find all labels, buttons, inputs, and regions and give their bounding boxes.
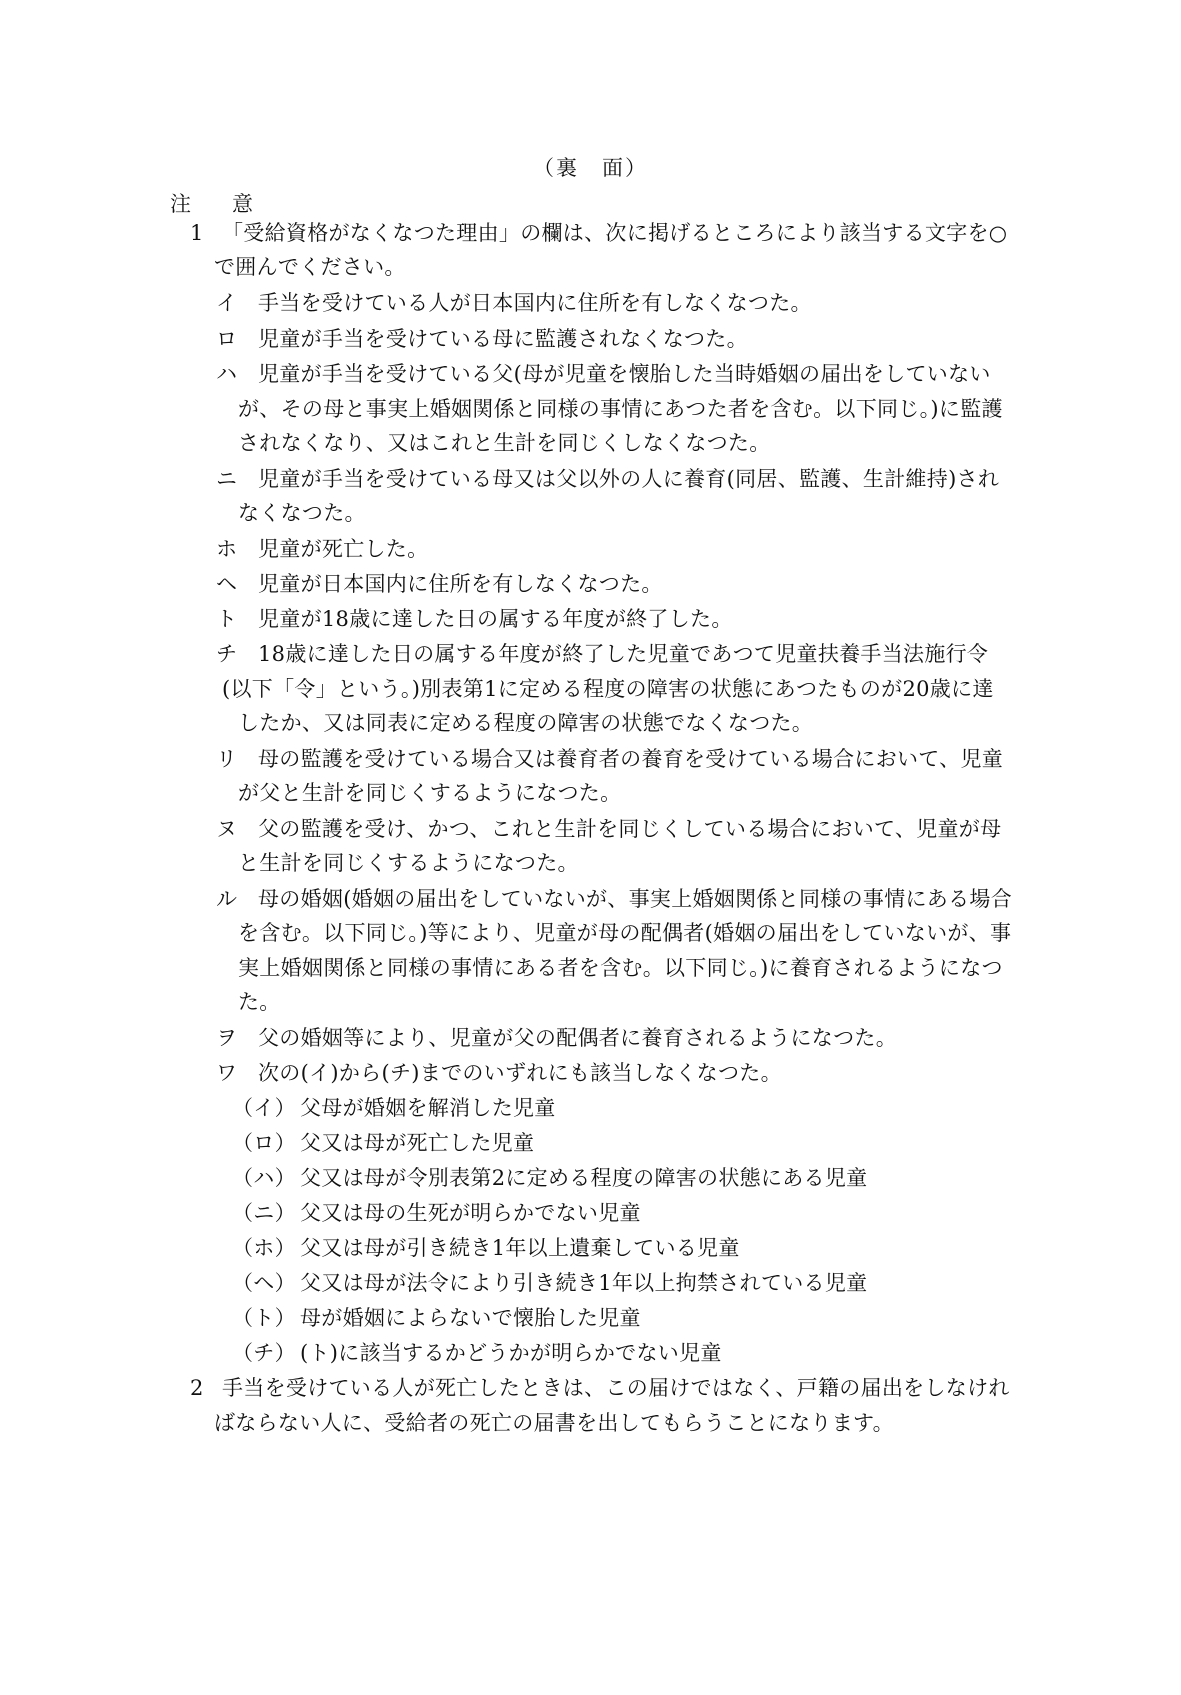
sub-item-ru: ル 母の婚姻(婚姻の届出をしていないが、事実上婚姻関係と同様の事情にある場合 — [216, 882, 1012, 916]
sub-mark: ホ — [216, 537, 238, 561]
sub-mark: イ — [216, 291, 238, 315]
subsub-mark: （ハ） — [232, 1166, 296, 1190]
item-1-line-1: 1 「受給資格がなくなつた理由」の欄は、次に掲げるところにより該当する文字を○ — [190, 216, 1007, 250]
sub-mark: ニ — [216, 467, 238, 491]
sub-item-chi: チ 18歳に達した日の属する年度が終了した児童であつて児童扶養手当法施行令 — [216, 637, 988, 671]
subsub-item-chi: （チ） (ト)に該当するかどうかが明らかでない児童 — [232, 1336, 722, 1370]
sub-item-ni: ニ 児童が手当を受けている母又は父以外の人に養育(同居、監護、生計維持)され — [216, 462, 999, 496]
sub-item-wa: ワ 次の(イ)から(チ)までのいずれにも該当しなくなつた。 — [216, 1056, 782, 1090]
subsub-item-ro: （ロ） 父又は母が死亡した児童 — [232, 1126, 534, 1160]
subsub-item-ho: （ホ） 父又は母が引き続き1年以上遺棄している児童 — [232, 1231, 740, 1265]
sub-mark: ヘ — [216, 572, 238, 596]
item-number: 2 — [190, 1376, 204, 1400]
section-heading: 注 意 — [170, 192, 263, 216]
sub-item-chi-line-3: したか、又は同表に定める程度の障害の状態でなくなつた。 — [238, 711, 814, 735]
sub-item-nu-line-2: と生計を同じくするようになつた。 — [238, 851, 579, 875]
sub-mark: ロ — [216, 327, 238, 351]
sub-mark: ト — [216, 607, 238, 631]
subsub-mark: （イ） — [232, 1096, 296, 1120]
subsub-mark: （ト） — [232, 1306, 296, 1330]
sub-mark: ヌ — [216, 817, 238, 841]
sub-item-he: ヘ 児童が日本国内に住所を有しなくなつた。 — [216, 567, 663, 601]
sub-item-ha: ハ 児童が手当を受けている父(母が児童を懐胎した当時婚姻の届出をしていない — [216, 357, 991, 391]
subsub-item-i: （イ） 父母が婚姻を解消した児童 — [232, 1091, 556, 1125]
page-title: （裏 面） — [533, 156, 648, 180]
sub-mark: ル — [216, 887, 238, 911]
sub-mark: ワ — [216, 1061, 238, 1085]
sub-item-ru-line-4: た。 — [238, 990, 281, 1014]
item-1-line-2: で囲んでください。 — [214, 255, 406, 279]
item-2-line-1: 2 手当を受けている人が死亡したときは、この届けではなく、戸籍の届出をしなけれ — [190, 1371, 1010, 1405]
sub-item-ri-line-2: が父と生計を同じくするようになつた。 — [238, 781, 622, 805]
sub-item-i: イ 手当を受けている人が日本国内に住所を有しなくなつた。 — [216, 286, 812, 320]
sub-mark: ハ — [216, 362, 238, 386]
subsub-item-ha: （ハ） 父又は母が令別表第2に定める程度の障害の状態にある児童 — [232, 1161, 867, 1195]
item-number: 1 — [190, 221, 204, 245]
subsub-item-to: （ト） 母が婚姻によらないで懐胎した児童 — [232, 1301, 641, 1335]
subsub-item-he: （ヘ） 父又は母が法令により引き続き1年以上拘禁されている児童 — [232, 1266, 867, 1300]
subsub-mark: （ニ） — [232, 1201, 296, 1225]
subsub-item-ni: （ニ） 父又は母の生死が明らかでない児童 — [232, 1196, 641, 1230]
sub-item-ru-line-2: を含む。以下同じ。)等により、児童が母の配偶者(婚姻の届出をしていないが、事 — [238, 921, 1012, 945]
sub-item-ni-line-2: なくなつた。 — [238, 501, 366, 525]
sub-item-to: ト 児童が18歳に達した日の属する年度が終了した。 — [216, 602, 733, 636]
sub-item-ha-line-2: が、その母と事実上婚姻関係と同様の事情にあつた者を含む。以下同じ。)に監護 — [238, 397, 1003, 421]
sub-item-chi-line-2: (以下「令」という。)別表第1に定める程度の障害の状態にあつたものが20歳に達 — [222, 677, 994, 701]
sub-item-nu: ヌ 父の監護を受け、かつ、これと生計を同じくしている場合において、児童が母 — [216, 812, 1001, 846]
sub-item-ri: リ 母の監護を受けている場合又は養育者の養育を受けている場合において、児童 — [216, 742, 1003, 776]
sub-item-ru-line-3: 実上婚姻関係と同様の事情にある者を含む。以下同じ。)に養育されるようになつ — [238, 956, 1003, 980]
sub-mark: チ — [216, 642, 238, 666]
item-2-line-2: ばならない人に、受給者の死亡の届書を出してもらうことになります。 — [214, 1411, 894, 1435]
sub-mark: ヲ — [216, 1026, 238, 1050]
subsub-mark: （チ） — [232, 1341, 296, 1365]
subsub-mark: （ホ） — [232, 1236, 296, 1260]
sub-mark: リ — [216, 747, 238, 771]
sub-item-ro: ロ 児童が手当を受けている母に監護されなくなつた。 — [216, 322, 748, 356]
subsub-mark: （ヘ） — [232, 1271, 296, 1295]
sub-item-wo: ヲ 父の婚姻等により、児童が父の配偶者に養育されるようになつた。 — [216, 1021, 897, 1055]
sub-item-ha-line-3: されなくなり、又はこれと生計を同じくしなくなつた。 — [238, 431, 771, 455]
subsub-mark: （ロ） — [232, 1131, 296, 1155]
sub-item-ho: ホ 児童が死亡した。 — [216, 532, 428, 566]
